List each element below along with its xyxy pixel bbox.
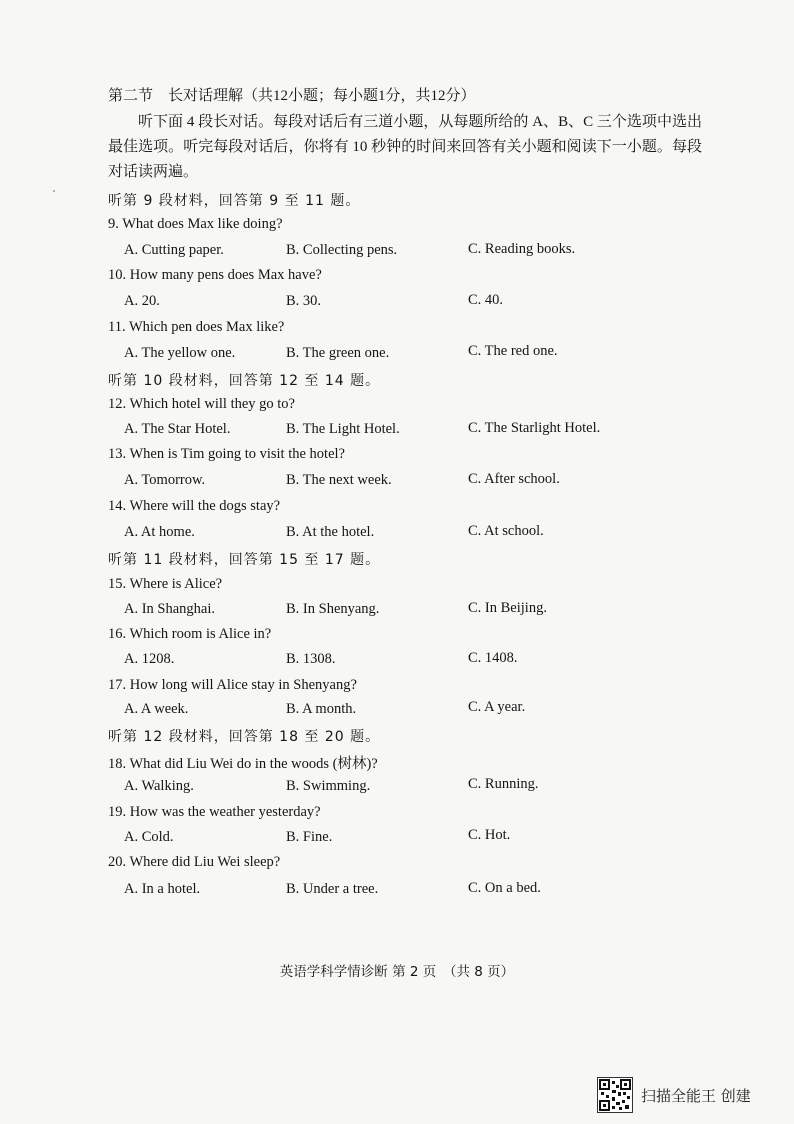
option-b: B. 1308. xyxy=(286,651,336,667)
question-13: 13. When is Tim going to visit the hotel? xyxy=(108,446,345,462)
option-b: B. The green one. xyxy=(286,345,390,361)
question-18: 18. What did Liu Wei do in the woods (树林)? xyxy=(108,756,378,772)
option-a: A. Walking. xyxy=(124,778,194,794)
option-c: C. A year. xyxy=(468,699,526,715)
scanner-label: 扫描全能王 创建 xyxy=(641,1086,751,1105)
option-c: C. After school. xyxy=(468,471,560,487)
option-b: B. A month. xyxy=(286,701,357,717)
option-c: C. The red one. xyxy=(468,343,558,359)
option-c: C. 1408. xyxy=(468,650,518,666)
option-b: B. The next week. xyxy=(286,472,392,488)
scan-speck xyxy=(53,190,55,192)
option-c: C. The Starlight Hotel. xyxy=(468,420,601,436)
section-title: 第二节 长对话理解（共12小题；每小题1分，共12分） xyxy=(108,88,476,104)
option-b: B. Fine. xyxy=(286,829,333,845)
option-b: B. The Light Hotel. xyxy=(286,421,400,437)
material-header: 听第 9 段材料，回答第 9 至 11 题。 xyxy=(108,193,361,209)
qr-code-icon xyxy=(597,1077,633,1113)
option-a: A. At home. xyxy=(124,524,195,540)
option-a: A. The Star Hotel. xyxy=(124,421,231,437)
question-14: 14. Where will the dogs stay? xyxy=(108,498,281,514)
section-instructions: 听下面 4 段长对话。每段对话后有三道小题，从每题所给的 A、B、C 三个选项中选出最佳选项。听完每段对话后，你将有 10 秒钟的时间来回答有关小题和阅读下一小题。每段对话读两遍。 xyxy=(108,114,702,180)
option-c: C. Reading books. xyxy=(468,241,576,257)
material-header: 听第 10 段材料，回答第 12 至 14 题。 xyxy=(108,373,381,389)
option-c: C. In Beijing. xyxy=(468,600,547,616)
question-9: 9. What does Max like doing? xyxy=(108,216,283,232)
question-12: 12. Which hotel will they go to? xyxy=(108,396,295,412)
option-b: B. Collecting pens. xyxy=(286,242,398,258)
question-15: 15. Where is Alice? xyxy=(108,576,223,592)
option-a: A. Tomorrow. xyxy=(124,472,206,488)
option-a: A. Cold. xyxy=(124,829,174,845)
option-c: C. Running. xyxy=(468,776,539,792)
material-header: 听第 11 段材料，回答第 15 至 17 题。 xyxy=(108,552,381,568)
question-11: 11. Which pen does Max like? xyxy=(108,319,285,335)
option-c: C. Hot. xyxy=(468,827,511,843)
material-header: 听第 12 段材料，回答第 18 至 20 题。 xyxy=(108,729,381,745)
question-16: 16. Which room is Alice in? xyxy=(108,626,272,642)
question-20: 20. Where did Liu Wei sleep? xyxy=(108,854,281,870)
option-c: C. 40. xyxy=(468,292,504,308)
scanner-watermark xyxy=(597,1077,751,1113)
option-a: A. A week. xyxy=(124,701,189,717)
option-b: B. At the hotel. xyxy=(286,524,375,540)
option-b: B. Under a tree. xyxy=(286,881,379,897)
page-footer: 英语学科学情诊断 第 2 页 （共 8 页） xyxy=(279,964,515,980)
option-c: C. At school. xyxy=(468,523,544,539)
option-c: C. On a bed. xyxy=(468,880,541,896)
option-a: A. In Shanghai. xyxy=(124,601,216,617)
option-b: B. In Shenyang. xyxy=(286,601,380,617)
option-b: B. 30. xyxy=(286,293,322,309)
question-17: 17. How long will Alice stay in Shenyang? xyxy=(108,677,357,693)
option-a: A. 20. xyxy=(124,293,160,309)
option-a: A. The yellow one. xyxy=(124,345,236,361)
option-b: B. Swimming. xyxy=(286,778,371,794)
option-a: A. Cutting paper. xyxy=(124,242,224,258)
question-19: 19. How was the weather yesterday? xyxy=(108,804,321,820)
option-a: A. In a hotel. xyxy=(124,881,201,897)
question-10: 10. How many pens does Max have? xyxy=(108,267,322,283)
option-a: A. 1208. xyxy=(124,651,175,667)
